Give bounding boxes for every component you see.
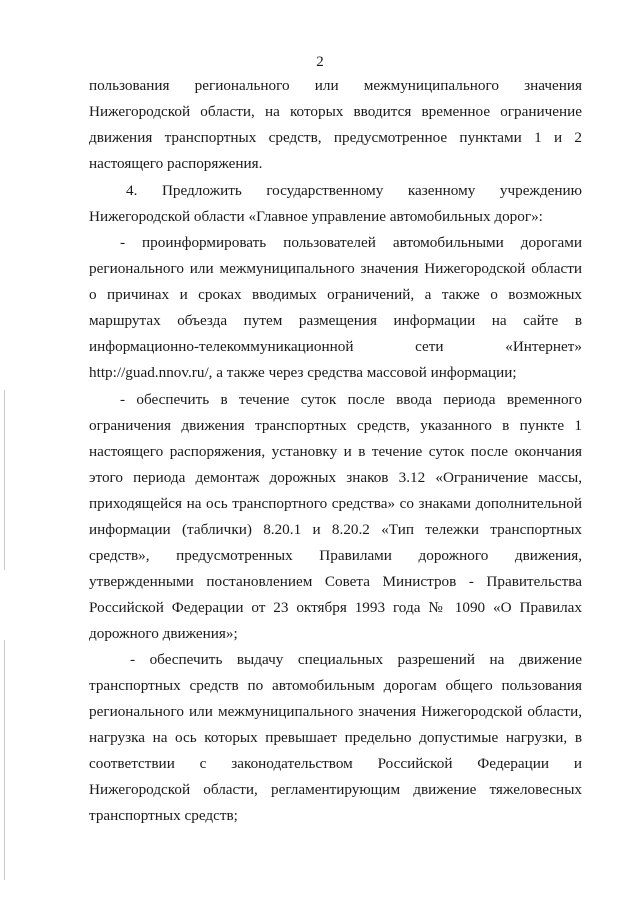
text-line: настоящего распоряжения. [89,155,263,172]
text-line: Российской Федерации от 23 октября 1993 года № 1090 «О Правилах [89,599,582,616]
text-line: средств», предусмотренных Правилами дорожного движения, [89,547,582,564]
bullet-signs-first-line: - обеспечить в течение суток после ввода периода временного [120,391,582,408]
page-number: 2 [316,54,324,70]
text-line: маршрутах объезда путем размещения информации на сайте в [89,312,582,329]
text-line: утвержденными постановлением Совета Министров - Правительства [89,573,582,590]
bullet-inform-first-line: - проинформировать пользователей автомобильными дорогами [120,234,582,251]
text-line: ограничения движения транспортных средств, указанного в пункте 1 [89,417,582,434]
text-line: настоящего распоряжения, установку и в течение суток после окончания [89,443,582,460]
text-line: Нижегородской области, регламентирующим движение тяжеловесных [89,781,582,798]
text-line: транспортных средств по автомобильным дорогам общего пользования [89,677,582,694]
text-line: движения транспортных средств, предусмотренное пунктами 1 и 2 [89,129,582,146]
text-line: Нижегородской области, на которых вводится временное ограничение [89,103,582,120]
text-line: приходящейся на ось транспортного средства» со знаками дополнительной [89,495,582,512]
scan-edge-mark [4,640,5,880]
text-line: этого периода демонтаж дорожных знаков 3.12 «Ограничение массы, [89,469,582,486]
text-line: дорожного движения»; [89,625,238,642]
bullet-permits-first-line: - обеспечить выдачу специальных разрешений на движение [130,651,582,668]
text-line: информационно-телекоммуникационной сети «Интернет» [89,338,582,355]
text-line: транспортных средств; [89,807,238,824]
text-line: нагрузка на ось которых превышает предельно допустимые нагрузки, в [89,729,582,746]
text-line: регионального или межмуниципального значения Нижегородской области [89,260,582,277]
text-line: информации (таблички) 8.20.1 и 8.20.2 «Тип тележки транспортных [89,521,582,538]
text-line: пользования регионального или межмуниципального значения [89,77,582,94]
text-line: о причинах и сроках вводимых ограничений, а также о возможных [89,286,582,303]
text-line: соответствии с законодательством Российской Федерации и [89,755,582,772]
paragraph-4-first-line: 4. Предложить государственному казенному учреждению [126,182,582,199]
text-line: регионального или межмуниципального значения Нижегородской области, [89,703,582,720]
text-line: Нижегородской области «Главное управление автомобильных дорог»: [89,208,543,225]
scan-edge-mark [4,390,5,570]
url-line: http://guad.nnov.ru/, а также через средства массовой информации; [89,364,517,381]
